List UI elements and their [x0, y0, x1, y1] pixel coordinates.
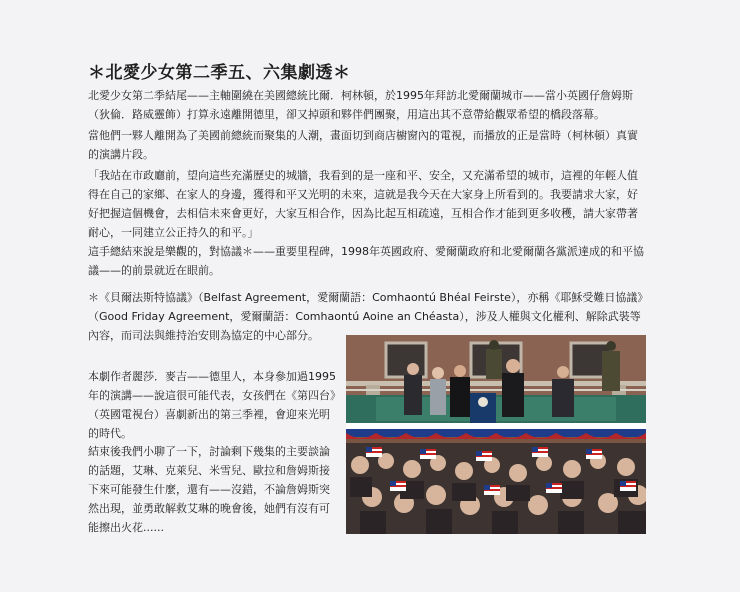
paragraph-speech-quote: 「我站在市政廳前，望向這些充滿歷史的城牆，我看到的是一座和平、安全，又充滿希望的城市，這裡的年輕人值得在自己的家鄉、在家人的身邊，獲得和平又光明的未來，這就是我今天在大家身上所看到的。我要請求大家，好好把握這個機會，去相信未來會更好，大家互相合作，因為比起互相疏遠，互相合作才能到更多收穫，請大家帶著耐心，一同建立公正持久的和平。」: [88, 169, 638, 239]
paragraph-tv-cut: 當他們一夥人離開為了美國前總統而聚集的人潮，畫面切到商店櫥窗內的電視，而播放的正是當時（柯林頓）真實的演講片段。: [88, 129, 638, 161]
paragraph-footnote: ＊《貝爾法斯特協議》（Belfast Agreement，愛爾蘭語：Comhaontú Bhéal Feirste），亦稱《耶穌受難日協議》（Good Friday Agreement，愛爾蘭語：Comhaontú Aoine an Chéasta），涉及人權與文化權利、解除武裝等內容，而司法與維持治安則為協定的中心部分。: [88, 291, 643, 342]
paragraph-discussion: 結束後我們小聊了一下，討論剩下幾集的主要談論的話題，艾琳、克萊兒、米雪兒、歐拉和詹姆斯接下來可能發生什麼，還有——沒錯，不論詹姆斯突然出現，並勇敢解救艾琳的晚會後，她們有沒有可能擦出火花......: [88, 445, 330, 534]
paragraph-intro: 北愛少女第二季結尾——主軸圍繞在美國總統比爾．柯林頓，於1995年拜訪北愛爾蘭城市——當小英國仔詹姆斯（狄倫．路威靈飾）打算永遠離開德里，卻又掉頭和夥伴們團聚，用這出其不意帶給觀眾希望的橋段落幕。: [88, 89, 633, 121]
paragraph-writer: 本劇作者麗莎．麥吉——德里人，本身參加過1995年的演講——說這很可能代表，女孩們在《第四台》（英國電視台）喜劇新出的第三季裡，會迎來光明的時代。: [88, 370, 336, 440]
paragraph-agreement: 這手總結來說是樂觀的，對協議＊——重要里程碑，1998年英國政府、愛爾蘭政府和北愛爾蘭各黨派達成的和平協議——的前景就近在眼前。: [88, 245, 644, 277]
rally-photo: [346, 335, 646, 534]
article-title: ＊北愛少女第二季五、六集劇透＊: [88, 63, 351, 83]
